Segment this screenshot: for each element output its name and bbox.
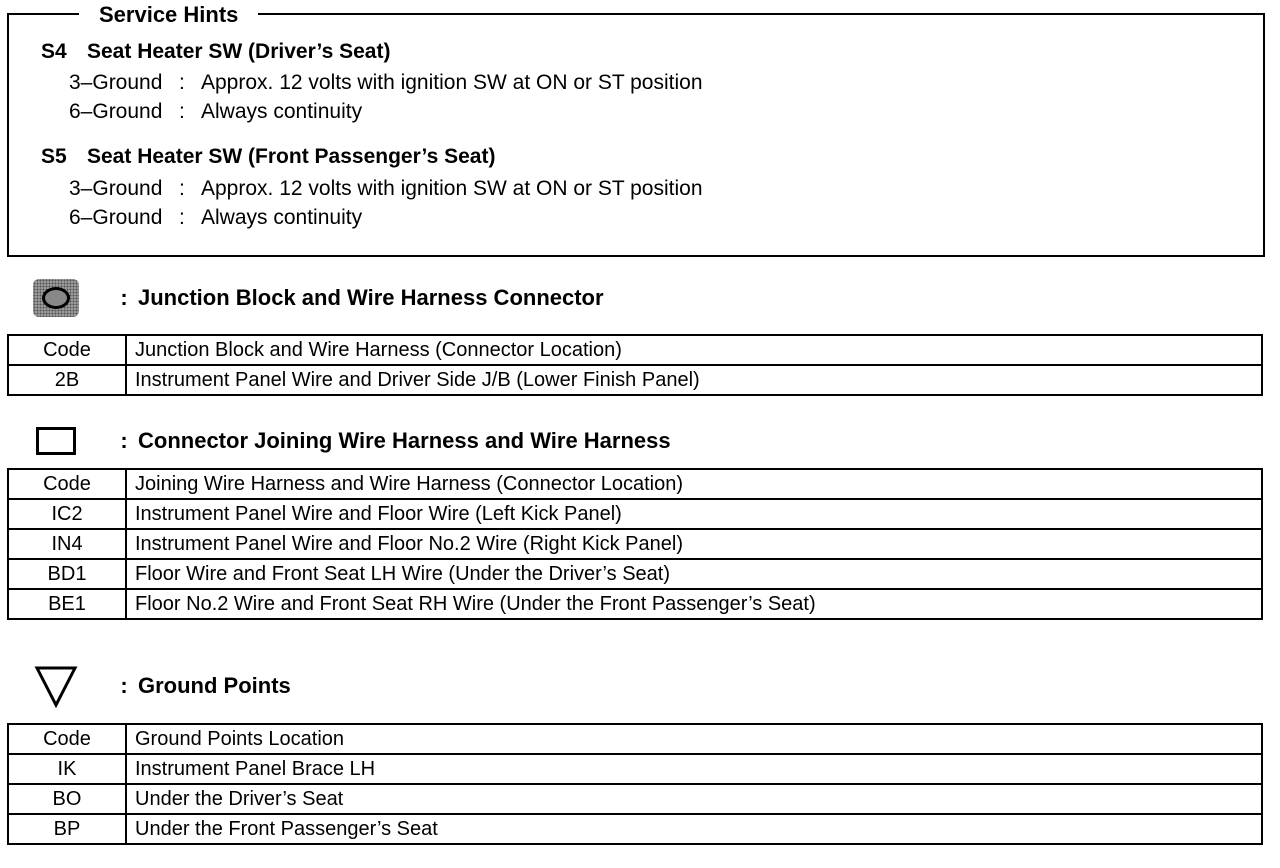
hint-line-label: 6–Ground — [69, 206, 163, 229]
row-code: BO — [8, 784, 126, 814]
ground-points-title: Ground Points — [138, 673, 291, 698]
hint-colon: : — [179, 71, 185, 94]
hint-line — [69, 176, 703, 202]
ground-points-table — [7, 723, 1263, 845]
table-row — [8, 529, 1262, 559]
heading-colon: : — [120, 673, 128, 698]
row-code: BP — [8, 814, 126, 844]
hint-line-label: 6–Ground — [69, 100, 163, 123]
row-desc: Floor No.2 Wire and Front Seat RH Wire (Under the Front Passenger’s Seat) — [126, 589, 1262, 619]
hint-code: S4 — [41, 40, 67, 63]
junction-block-heading — [30, 278, 604, 318]
header-desc: Junction Block and Wire Harness (Connector Location) — [126, 335, 1262, 365]
table-row — [8, 754, 1262, 784]
hint-line — [69, 99, 362, 125]
table-row — [8, 784, 1262, 814]
hint-line-text: Always continuity — [201, 206, 363, 229]
junction-block-icon — [33, 279, 79, 317]
junction-block-title: Junction Block and Wire Harness Connector — [138, 285, 604, 310]
row-desc: Instrument Panel Wire and Floor No.2 Wire (Right Kick Panel) — [126, 529, 1262, 559]
row-desc: Floor Wire and Front Seat LH Wire (Under the Driver’s Seat) — [126, 559, 1262, 589]
header-desc: Ground Points Location — [126, 724, 1262, 754]
ground-triangle-icon — [34, 664, 78, 708]
junction-block-table — [7, 334, 1263, 396]
hint-line-text: Approx. 12 volts with ignition SW at ON or ST position — [201, 177, 703, 200]
row-desc: Instrument Panel Brace LH — [126, 754, 1262, 784]
hint-line-text: Always continuity — [201, 100, 363, 123]
connector-table — [7, 468, 1263, 620]
row-code: BE1 — [8, 589, 126, 619]
table-row — [8, 814, 1262, 844]
hint-line-text: Approx. 12 volts with ignition SW at ON or ST position — [201, 71, 703, 94]
header-desc: Joining Wire Harness and Wire Harness (Connector Location) — [126, 469, 1262, 499]
table-header-row — [8, 469, 1262, 499]
row-code: BD1 — [8, 559, 126, 589]
hint-colon: : — [179, 177, 185, 200]
hint-name: Seat Heater SW (Front Passenger’s Seat) — [87, 145, 496, 168]
row-code: 2B — [8, 365, 126, 395]
table-row — [8, 589, 1262, 619]
hint-code: S5 — [41, 145, 67, 168]
row-code: IN4 — [8, 529, 126, 559]
hint-heading-s4 — [41, 39, 390, 65]
service-hints-box — [7, 2, 1265, 257]
heading-colon: : — [120, 428, 128, 453]
row-desc: Instrument Panel Wire and Floor Wire (Left Kick Panel) — [126, 499, 1262, 529]
row-code: IK — [8, 754, 126, 784]
connector-icon — [36, 427, 76, 455]
hint-line-label: 3–Ground — [69, 71, 163, 94]
hint-name: Seat Heater SW (Driver’s Seat) — [87, 40, 391, 63]
table-row — [8, 559, 1262, 589]
hint-colon: : — [179, 100, 185, 123]
ground-points-heading — [30, 666, 291, 706]
hint-line — [69, 70, 703, 96]
header-code: Code — [8, 724, 126, 754]
header-code: Code — [8, 469, 126, 499]
table-header-row — [8, 724, 1262, 754]
table-row — [8, 365, 1262, 395]
hint-line-label: 3–Ground — [69, 177, 163, 200]
table-header-row — [8, 335, 1262, 365]
connector-title: Connector Joining Wire Harness and Wire Harness — [138, 428, 671, 453]
hint-colon: : — [179, 206, 185, 229]
table-row — [8, 499, 1262, 529]
row-desc: Instrument Panel Wire and Driver Side J/B (Lower Finish Panel) — [126, 365, 1262, 395]
header-code: Code — [8, 335, 126, 365]
row-desc: Under the Front Passenger’s Seat — [126, 814, 1262, 844]
hint-heading-s5 — [41, 144, 495, 170]
connector-heading — [30, 421, 671, 461]
row-desc: Under the Driver’s Seat — [126, 784, 1262, 814]
heading-colon: : — [120, 285, 128, 310]
row-code: IC2 — [8, 499, 126, 529]
hint-line — [69, 205, 362, 231]
service-hints-title: Service Hints — [79, 3, 258, 27]
